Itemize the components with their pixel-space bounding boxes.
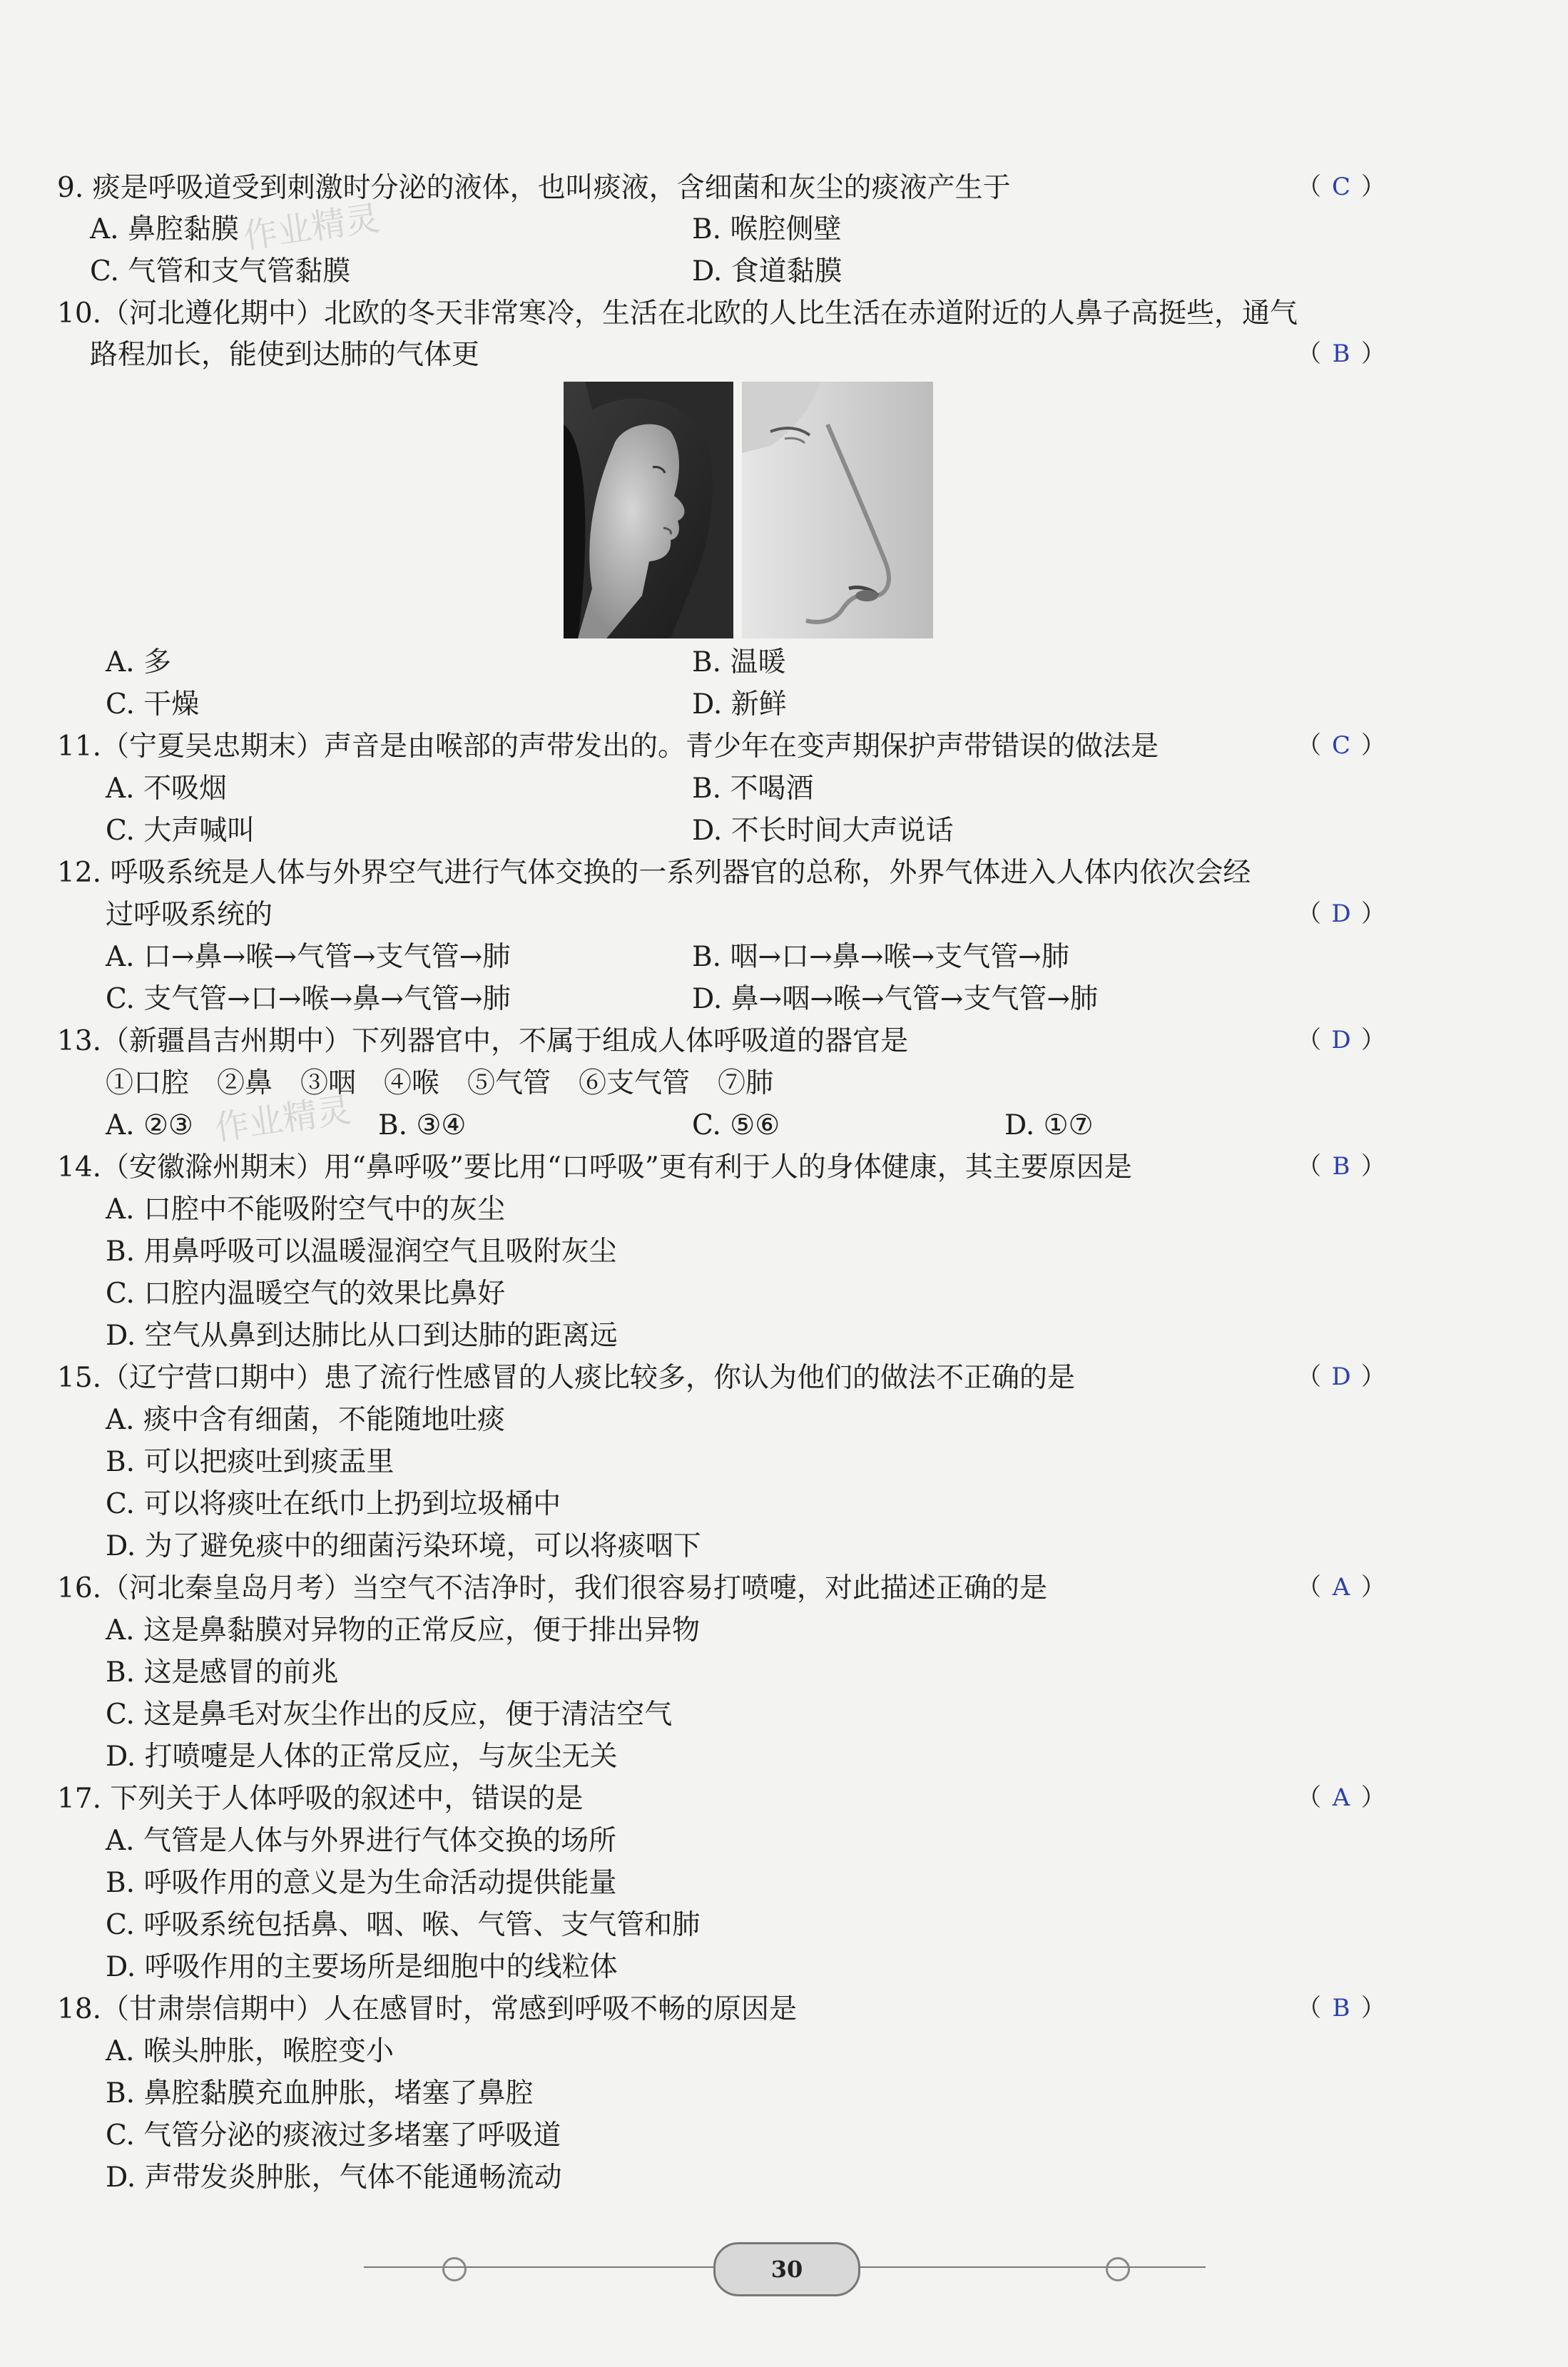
answer-10-letter: B [1332,340,1350,368]
question-16-stem: 16.（河北秦皇岛月考）当空气不洁净时，我们很容易打喷嚏，对此描述正确的是 [57,1572,1048,1604]
question-13-option-d: D. ①⑦ [1004,1109,1094,1141]
question-13-organ-list: ①口腔 ②鼻 ③咽 ④喉 ⑤气管 ⑥支气管 ⑦肺 [106,1067,774,1099]
answer-13-letter: D [1331,1026,1351,1054]
question-12-option-b: B. 咽→口→鼻→喉→支气管→肺 [692,941,1069,973]
watermark: 作业精灵 [240,198,382,258]
question-14-option-d: D. 空气从鼻到达肺比从口到达肺的距离远 [106,1320,618,1352]
question-10-option-b: B. 温暖 [692,646,786,678]
question-17-option-a: A. 气管是人体与外界进行气体交换的场所 [106,1825,616,1857]
question-15-option-a: A. 痰中含有细菌，不能随地吐痰 [106,1404,505,1436]
question-12-stem-line1: 12. 呼吸系统是人体与外界空气进行气体交换的一系列器官的总称，外界气体进入人体内依次会经 [57,857,1251,889]
answer-15: （ D ） [1297,1358,1385,1395]
footer-ornament-right [1106,2257,1130,2281]
question-18-option-a: A. 喉头肿胀，喉腔变小 [106,2035,394,2067]
question-9-option-c: C. 气管和支气管黏膜 [90,255,351,287]
question-9-option-d: D. 食道黏膜 [692,255,842,287]
question-11-option-c: C. 大声喊叫 [106,815,255,847]
answer-18: （ B ） [1297,1990,1385,2027]
answer-13: （ D ） [1297,1022,1385,1059]
question-18-option-d: D. 声带发炎肿胀，气体不能通畅流动 [106,2162,562,2194]
question-15-option-d: D. 为了避免痰中的细菌污染环境，可以将痰咽下 [106,1530,701,1562]
answer-12-letter: D [1331,900,1351,928]
question-13-option-b: B. ③④ [378,1109,467,1141]
question-9-stem: 9. 痰是呼吸道受到刺激时分泌的液体，也叫痰液，含细菌和灰尘的痰液产生于 [57,172,1011,204]
question-18-stem: 18.（甘肃崇信期中）人在感冒时，常感到呼吸不畅的原因是 [57,1993,798,2025]
question-14-stem: 14.（安徽滁州期末）用“鼻呼吸”要比用“口呼吸”更有利于人的身体健康，其主要原因是 [57,1151,1132,1184]
question-9-option-a: A. 鼻腔黏膜 [90,213,239,245]
question-13-stem: 13.（新疆昌吉州期中）下列器官中，不属于组成人体呼吸道的器官是 [57,1025,909,1057]
question-10-option-c: C. 干燥 [106,688,200,721]
answer-17-letter: A [1332,1783,1350,1812]
question-9-option-b: B. 喉腔侧壁 [692,213,842,245]
question-16-option-a: A. 这是鼻黏膜对异物的正常反应，便于排出异物 [106,1614,700,1646]
page-number: 30 [713,2242,860,2296]
question-17-option-d: D. 呼吸作用的主要场所是细胞中的线粒体 [106,1951,618,1983]
footer-ornament-left [442,2257,467,2281]
question-12-option-c: C. 支气管→口→喉→鼻→气管→肺 [106,983,511,1015]
question-14-option-b: B. 用鼻呼吸可以温暖湿润空气且吸附灰尘 [106,1236,617,1268]
answer-9: （ C ） [1297,168,1385,205]
question-14-option-c: C. 口腔内温暖空气的效果比鼻好 [106,1278,506,1310]
question-12-option-d: D. 鼻→咽→喉→气管→支气管→肺 [692,983,1099,1015]
answer-11: （ C ） [1297,727,1385,764]
answer-14: （ B ） [1297,1148,1385,1185]
answer-16-letter: A [1332,1573,1350,1602]
question-10-option-d: D. 新鲜 [692,688,787,721]
question-10-stem-line2: 路程加长，能使到达肺的气体更 [90,339,480,371]
question-14-option-a: A. 口腔中不能吸附空气中的灰尘 [106,1193,505,1226]
watermark: 作业精灵 [212,1089,354,1149]
answer-9-letter: C [1331,173,1350,201]
answer-12: （ D ） [1297,895,1385,932]
nose-closeup-photo [742,382,933,638]
question-10-option-a: A. 多 [106,646,171,678]
nose-closeup-image [742,382,933,638]
question-11-option-b: B. 不喝酒 [692,773,814,805]
question-12-option-a: A. 口→鼻→喉→气管→支气管→肺 [106,941,511,973]
question-16-option-d: D. 打喷嚏是人体的正常反应，与灰尘无关 [106,1741,618,1773]
question-18-option-c: C. 气管分泌的痰液过多堵塞了呼吸道 [106,2119,561,2152]
question-17-stem: 17. 下列关于人体呼吸的叙述中，错误的是 [57,1783,584,1815]
question-15-option-c: C. 可以将痰吐在纸巾上扔到垃圾桶中 [106,1488,561,1520]
question-16-option-b: B. 这是感冒的前兆 [106,1656,339,1689]
question-10-stem-line1: 10.（河北遵化期中）北欧的冬天非常寒冷，生活在北欧的人比生活在赤道附近的人鼻子高挺些，通气 [57,297,1298,330]
answer-11-letter: C [1331,731,1350,760]
question-17-option-c: C. 呼吸系统包括鼻、咽、喉、气管、支气管和肺 [106,1909,701,1941]
answer-14-letter: B [1332,1152,1350,1181]
question-15-option-b: B. 可以把痰吐到痰盂里 [106,1446,394,1478]
question-17-option-b: B. 呼吸作用的意义是为生命活动提供能量 [106,1867,617,1899]
question-13-option-a: A. ②③ [106,1109,193,1141]
answer-10: （ B ） [1297,335,1385,372]
answer-18-letter: B [1332,1994,1350,2022]
answer-15-letter: D [1331,1363,1351,1391]
question-11-stem: 11.（宁夏吴忠期末）声音是由喉部的声带发出的。青少年在变声期保护声带错误的做法是 [57,731,1159,763]
answer-16: （ A ） [1297,1569,1385,1606]
question-13-option-c: C. ⑤⑥ [692,1109,780,1141]
question-18-option-b: B. 鼻腔黏膜充血肿胀，堵塞了鼻腔 [106,2077,534,2109]
question-15-stem: 15.（辽宁营口期中）患了流行性感冒的人痰比较多，你认为他们的做法不正确的是 [57,1362,1076,1394]
question-11-option-a: A. 不吸烟 [106,773,227,805]
question-12-stem-line2: 过呼吸系统的 [106,899,273,931]
woman-profile-image [564,382,733,638]
woman-profile-photo [564,382,733,638]
question-16-option-c: C. 这是鼻毛对灰尘作出的反应，便于清洁空气 [106,1699,673,1731]
question-11-option-d: D. 不长时间大声说话 [692,815,954,847]
answer-17: （ A ） [1297,1779,1385,1816]
